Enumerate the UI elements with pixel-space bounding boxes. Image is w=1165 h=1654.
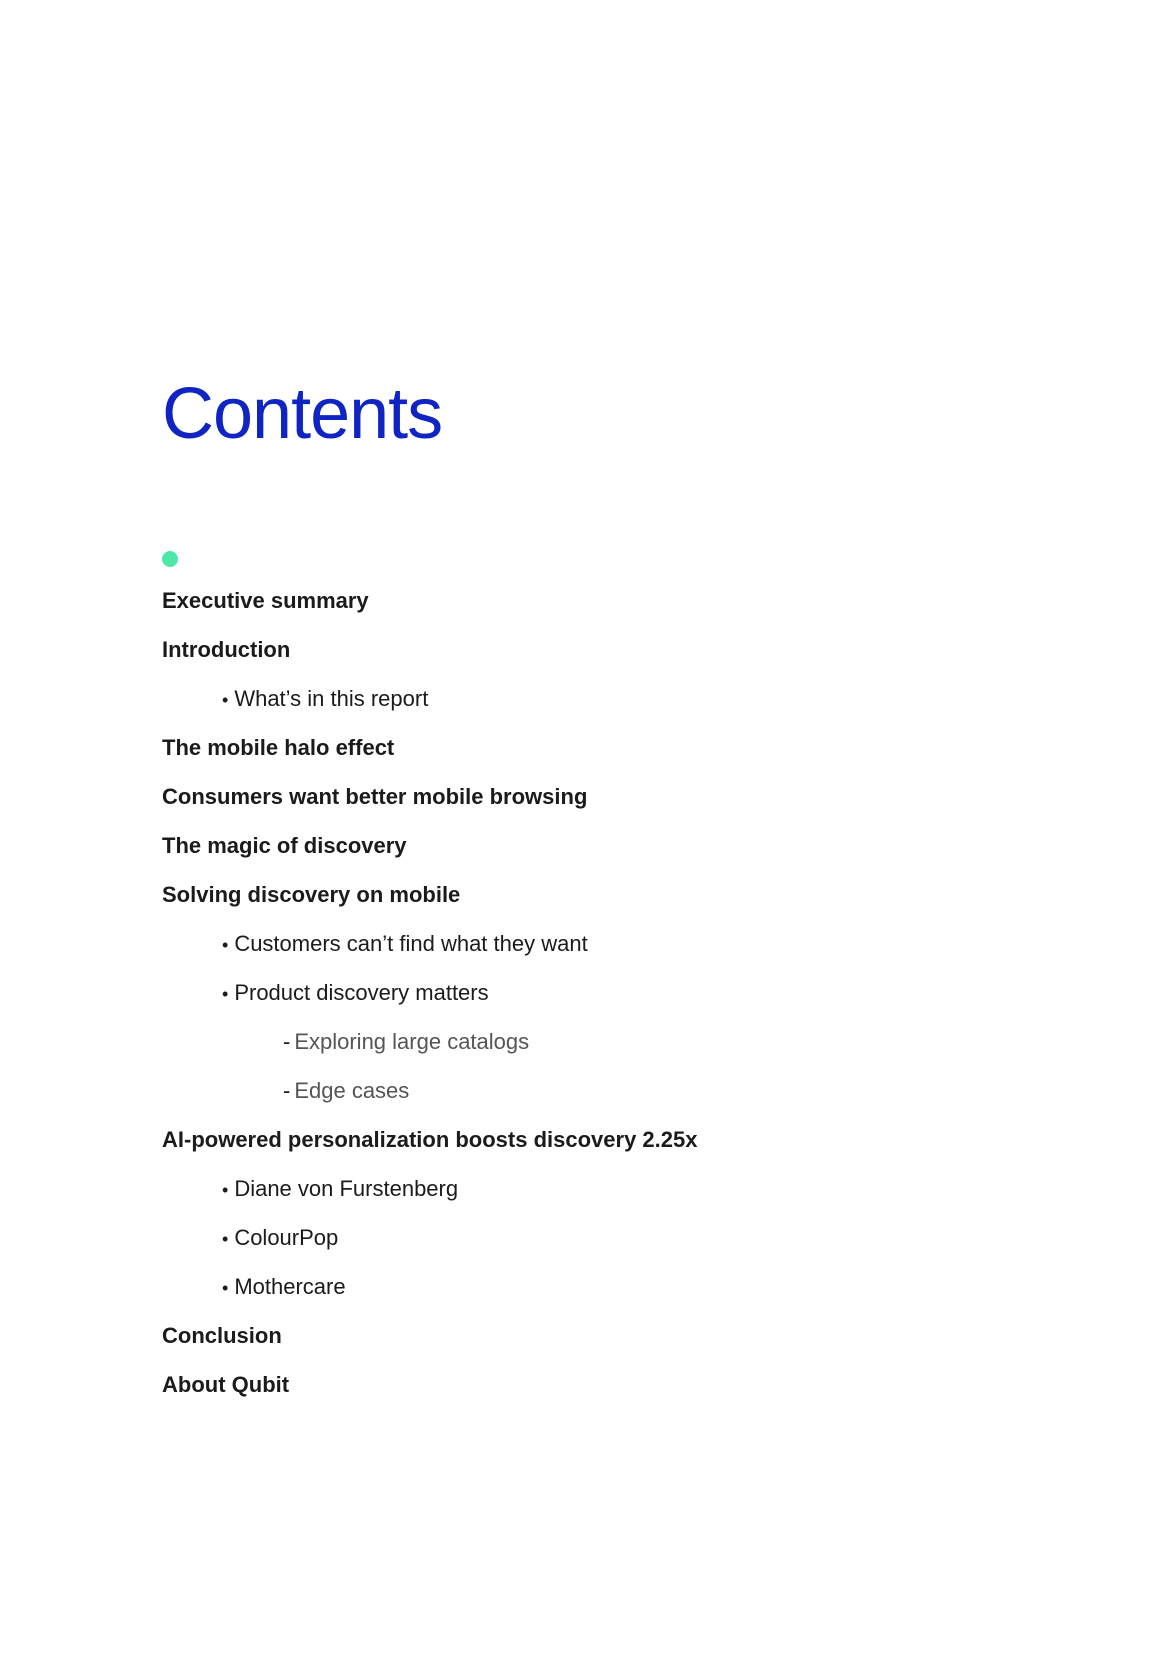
toc-item-about-qubit[interactable] xyxy=(162,1370,698,1419)
toc-item-magic-of-discovery[interactable] xyxy=(162,831,698,880)
bullet-marker: • xyxy=(222,984,229,1004)
toc-item-label: Solving discovery on mobile xyxy=(162,882,461,907)
toc-item-label: ColourPop xyxy=(234,1225,339,1250)
accent-dot-icon xyxy=(162,551,178,567)
toc-item-label: AI-powered personalization boosts discovery 2.25x xyxy=(162,1127,698,1152)
toc-subitem-whats-in-this-report[interactable] xyxy=(162,684,698,733)
toc-subitem-colourpop[interactable] xyxy=(162,1223,698,1272)
toc-item-label: Edge cases xyxy=(294,1078,410,1103)
toc-item-label: Mothercare xyxy=(234,1274,346,1299)
bullet-marker: • xyxy=(222,690,229,710)
toc-item-label: Executive summary xyxy=(162,588,369,613)
toc-item-label: Exploring large catalogs xyxy=(294,1029,530,1054)
bullet-marker: • xyxy=(222,1278,229,1298)
toc-subitem-mothercare[interactable] xyxy=(162,1272,698,1321)
toc-item-introduction[interactable] xyxy=(162,635,698,684)
toc-item-label: Product discovery matters xyxy=(234,980,489,1005)
toc-subitem-diane-von-furstenberg[interactable] xyxy=(162,1174,698,1223)
table-of-contents xyxy=(162,586,698,1419)
bullet-marker: • xyxy=(222,935,229,955)
bullet-marker: • xyxy=(222,1180,229,1200)
dash-marker: - xyxy=(283,1029,291,1054)
toc-subsubitem-edge-cases[interactable] xyxy=(162,1076,698,1125)
toc-item-label: Diane von Furstenberg xyxy=(234,1176,459,1201)
toc-subsubitem-exploring-large-catalogs[interactable] xyxy=(162,1027,698,1076)
toc-item-label: Introduction xyxy=(162,637,291,662)
toc-item-label: Customers can’t find what they want xyxy=(234,931,588,956)
page-title: Contents xyxy=(162,374,443,454)
bullet-marker: • xyxy=(222,1229,229,1249)
toc-item-conclusion[interactable] xyxy=(162,1321,698,1370)
toc-subitem-customers-cant-find[interactable] xyxy=(162,929,698,978)
toc-item-label: What’s in this report xyxy=(234,686,429,711)
toc-item-executive-summary[interactable] xyxy=(162,586,698,635)
toc-item-consumers-want-better-mobile-browsing[interactable] xyxy=(162,782,698,831)
toc-item-label: Conclusion xyxy=(162,1323,282,1348)
toc-subitem-product-discovery-matters[interactable] xyxy=(162,978,698,1027)
toc-item-label: About Qubit xyxy=(162,1372,290,1397)
toc-item-ai-powered-personalization[interactable] xyxy=(162,1125,698,1174)
dash-marker: - xyxy=(283,1078,291,1103)
toc-item-mobile-halo-effect[interactable] xyxy=(162,733,698,782)
toc-item-label: The mobile halo effect xyxy=(162,735,395,760)
toc-item-label: Consumers want better mobile browsing xyxy=(162,784,588,809)
toc-item-label: The magic of discovery xyxy=(162,833,407,858)
toc-item-solving-discovery-on-mobile[interactable] xyxy=(162,880,698,929)
